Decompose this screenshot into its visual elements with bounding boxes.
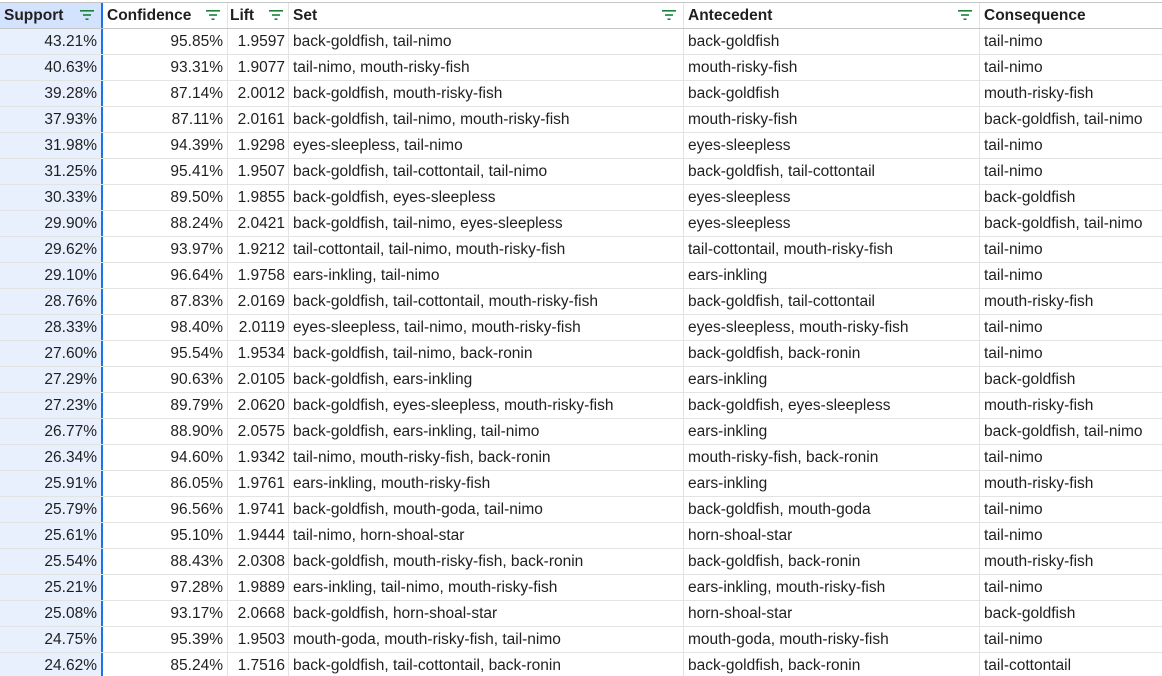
- confidence-cell[interactable]: 88.90%: [103, 419, 228, 444]
- table-row: [0, 211, 1162, 237]
- confidence-cell[interactable]: 95.39%: [103, 627, 228, 652]
- antecedent-cell[interactable]: mouth-risky-fish: [684, 55, 980, 80]
- filter-icon-glyph: [79, 7, 95, 23]
- filter-icon[interactable]: [268, 7, 284, 23]
- set-cell[interactable]: ears-inkling, tail-nimo, mouth-risky-fish: [289, 575, 684, 600]
- lift-cell[interactable]: 1.9444: [228, 523, 289, 548]
- consequence-cell[interactable]: back-goldfish, tail-nimo: [984, 111, 1143, 128]
- consequence-cell[interactable]: tail-cottontail: [984, 657, 1072, 674]
- lift-cell[interactable]: 1.7516: [228, 653, 289, 676]
- lift-cell[interactable]: 1.9534: [228, 341, 289, 366]
- consequence-cell[interactable]: tail-nimo: [984, 163, 1043, 180]
- consequence-cell[interactable]: back-goldfish: [984, 189, 1076, 206]
- consequence-cell[interactable]: tail-nimo: [984, 33, 1043, 50]
- antecedent-cell[interactable]: ears-inkling: [684, 367, 980, 392]
- antecedent-cell[interactable]: back-goldfish, back-ronin: [684, 549, 980, 574]
- table-row: [0, 367, 1162, 393]
- support-cell[interactable]: 27.60%: [0, 341, 103, 366]
- antecedent-cell[interactable]: back-goldfish: [684, 29, 980, 54]
- antecedent-cell[interactable]: back-goldfish, back-ronin: [684, 341, 980, 366]
- antecedent-cell[interactable]: ears-inkling: [684, 263, 980, 288]
- header-confidence[interactable]: [103, 3, 228, 28]
- confidence-cell[interactable]: 93.97%: [103, 237, 228, 262]
- antecedent-cell[interactable]: horn-shoal-star: [684, 523, 980, 548]
- support-cell[interactable]: 25.91%: [0, 471, 103, 496]
- confidence-cell[interactable]: 97.28%: [103, 575, 228, 600]
- table-row: [0, 185, 1162, 211]
- confidence-cell[interactable]: 87.83%: [103, 289, 228, 314]
- lift-cell[interactable]: 2.0668: [228, 601, 289, 626]
- consequence-cell[interactable]: tail-nimo: [984, 631, 1043, 648]
- header-lift[interactable]: [228, 3, 289, 28]
- antecedent-cell[interactable]: back-goldfish, tail-cottontail: [684, 159, 980, 184]
- set-cell[interactable]: back-goldfish, ears-inkling, tail-nimo: [289, 419, 684, 444]
- filter-icon[interactable]: [79, 7, 95, 23]
- lift-cell[interactable]: 1.9741: [228, 497, 289, 522]
- filter-icon-glyph: [661, 7, 677, 23]
- consequence-cell[interactable]: tail-nimo: [984, 319, 1043, 336]
- set-cell[interactable]: back-goldfish, tail-nimo, back-ronin: [289, 341, 684, 366]
- support-cell[interactable]: 25.79%: [0, 497, 103, 522]
- set-cell[interactable]: tail-cottontail, tail-nimo, mouth-risky-fish: [289, 237, 684, 262]
- confidence-cell[interactable]: 95.54%: [103, 341, 228, 366]
- support-cell[interactable]: 37.93%: [0, 107, 103, 132]
- lift-cell[interactable]: 1.9503: [228, 627, 289, 652]
- confidence-cell[interactable]: 96.56%: [103, 497, 228, 522]
- table-row: [0, 107, 1162, 133]
- confidence-cell[interactable]: 93.31%: [103, 55, 228, 80]
- table-row: [0, 523, 1162, 549]
- support-cell[interactable]: 28.33%: [0, 315, 103, 340]
- table-row: [0, 263, 1162, 289]
- filter-icon[interactable]: [661, 7, 677, 23]
- support-cell[interactable]: 31.98%: [0, 133, 103, 158]
- lift-cell[interactable]: 1.9342: [228, 445, 289, 470]
- support-cell[interactable]: 25.54%: [0, 549, 103, 574]
- consequence-cell[interactable]: mouth-risky-fish: [984, 553, 1094, 570]
- table-row: [0, 237, 1162, 263]
- table-row: [0, 341, 1162, 367]
- support-cell[interactable]: 25.61%: [0, 523, 103, 548]
- filter-icon-glyph: [205, 7, 221, 23]
- lift-cell[interactable]: 1.9761: [228, 471, 289, 496]
- support-cell[interactable]: 26.77%: [0, 419, 103, 444]
- table-row: [0, 497, 1162, 523]
- antecedent-cell[interactable]: ears-inkling: [684, 419, 980, 444]
- antecedent-cell[interactable]: back-goldfish, eyes-sleepless: [684, 393, 980, 418]
- antecedent-cell[interactable]: eyes-sleepless: [684, 211, 980, 236]
- support-cell[interactable]: 24.75%: [0, 627, 103, 652]
- set-cell[interactable]: back-goldfish, tail-cottontail, back-ronin: [289, 653, 684, 676]
- table-row: [0, 471, 1162, 497]
- set-cell[interactable]: mouth-goda, mouth-risky-fish, tail-nimo: [289, 627, 684, 652]
- confidence-cell[interactable]: 96.64%: [103, 263, 228, 288]
- table-row: [0, 575, 1162, 601]
- header-lift-label: Lift: [230, 7, 255, 24]
- table-row: [0, 81, 1162, 107]
- table-row: [0, 627, 1162, 653]
- confidence-cell[interactable]: 94.39%: [103, 133, 228, 158]
- antecedent-cell[interactable]: eyes-sleepless: [684, 133, 980, 158]
- set-cell[interactable]: back-goldfish, mouth-risky-fish: [289, 81, 684, 106]
- support-cell[interactable]: 28.76%: [0, 289, 103, 314]
- set-cell[interactable]: back-goldfish, horn-shoal-star: [289, 601, 684, 626]
- header-consequence-label: Consequence: [984, 7, 1086, 24]
- antecedent-cell[interactable]: ears-inkling: [684, 471, 980, 496]
- set-cell[interactable]: eyes-sleepless, tail-nimo: [289, 133, 684, 158]
- filter-icon[interactable]: [205, 7, 221, 23]
- consequence-cell[interactable]: tail-nimo: [984, 449, 1043, 466]
- table-row: [0, 601, 1162, 627]
- set-cell[interactable]: back-goldfish, ears-inkling: [289, 367, 684, 392]
- antecedent-cell[interactable]: back-goldfish, back-ronin: [684, 653, 980, 676]
- table-row: [0, 289, 1162, 315]
- table-row: [0, 159, 1162, 185]
- support-cell[interactable]: 25.08%: [0, 601, 103, 626]
- set-cell[interactable]: back-goldfish, tail-nimo, mouth-risky-fish: [289, 107, 684, 132]
- table-row: [0, 549, 1162, 575]
- antecedent-cell[interactable]: mouth-goda, mouth-risky-fish: [684, 627, 980, 652]
- confidence-cell[interactable]: 89.79%: [103, 393, 228, 418]
- lift-cell[interactable]: 1.9507: [228, 159, 289, 184]
- confidence-cell[interactable]: 95.10%: [103, 523, 228, 548]
- header-support-label: Support: [4, 7, 64, 24]
- support-cell[interactable]: 40.63%: [0, 55, 103, 80]
- support-cell[interactable]: 31.25%: [0, 159, 103, 184]
- lift-cell[interactable]: 1.9758: [228, 263, 289, 288]
- support-cell[interactable]: 43.21%: [0, 29, 103, 54]
- set-cell[interactable]: back-goldfish, eyes-sleepless, mouth-risky-fish: [289, 393, 684, 418]
- consequence-cell[interactable]: tail-nimo: [984, 59, 1043, 76]
- lift-cell[interactable]: 2.0620: [228, 393, 289, 418]
- set-cell[interactable]: tail-nimo, mouth-risky-fish: [289, 55, 684, 80]
- lift-cell[interactable]: 1.9077: [228, 55, 289, 80]
- antecedent-cell[interactable]: back-goldfish, mouth-goda: [684, 497, 980, 522]
- support-cell[interactable]: 29.90%: [0, 211, 103, 236]
- lift-cell[interactable]: 2.0421: [228, 211, 289, 236]
- lift-cell[interactable]: 2.0169: [228, 289, 289, 314]
- support-cell[interactable]: 25.21%: [0, 575, 103, 600]
- set-cell[interactable]: tail-nimo, horn-shoal-star: [289, 523, 684, 548]
- consequence-cell[interactable]: back-goldfish: [984, 605, 1076, 622]
- table-row: [0, 419, 1162, 445]
- header-consequence[interactable]: [980, 3, 1162, 28]
- support-cell[interactable]: 26.34%: [0, 445, 103, 470]
- confidence-cell[interactable]: 86.05%: [103, 471, 228, 496]
- lift-cell[interactable]: 1.9889: [228, 575, 289, 600]
- set-cell[interactable]: back-goldfish, mouth-goda, tail-nimo: [289, 497, 684, 522]
- lift-cell[interactable]: 1.9855: [228, 185, 289, 210]
- header-antecedent-label: Antecedent: [688, 7, 773, 24]
- lift-cell[interactable]: 1.9212: [228, 237, 289, 262]
- header-support[interactable]: [0, 3, 103, 28]
- support-cell[interactable]: 29.62%: [0, 237, 103, 262]
- set-cell[interactable]: back-goldfish, tail-nimo, eyes-sleepless: [289, 211, 684, 236]
- confidence-cell[interactable]: 88.24%: [103, 211, 228, 236]
- table-row: [0, 653, 1162, 676]
- lift-cell[interactable]: 1.9597: [228, 29, 289, 54]
- header-set-label: Set: [293, 7, 318, 24]
- confidence-cell[interactable]: 94.60%: [103, 445, 228, 470]
- lift-cell[interactable]: 2.0575: [228, 419, 289, 444]
- lift-cell[interactable]: 2.0012: [228, 81, 289, 106]
- consequence-cell[interactable]: tail-nimo: [984, 241, 1043, 258]
- header-confidence-label: Confidence: [107, 7, 192, 24]
- antecedent-cell[interactable]: tail-cottontail, mouth-risky-fish: [684, 237, 980, 262]
- consequence-cell[interactable]: tail-nimo: [984, 267, 1043, 284]
- consequence-cell[interactable]: back-goldfish: [984, 371, 1076, 388]
- consequence-cell[interactable]: tail-nimo: [984, 137, 1043, 154]
- set-cell[interactable]: back-goldfish, tail-cottontail, tail-nimo: [289, 159, 684, 184]
- antecedent-cell[interactable]: mouth-risky-fish: [684, 107, 980, 132]
- filter-icon-glyph: [268, 7, 284, 23]
- set-cell[interactable]: ears-inkling, mouth-risky-fish: [289, 471, 684, 496]
- set-cell[interactable]: eyes-sleepless, tail-nimo, mouth-risky-fish: [289, 315, 684, 340]
- table-row: [0, 393, 1162, 419]
- set-cell[interactable]: back-goldfish, tail-cottontail, mouth-risky-fish: [289, 289, 684, 314]
- antecedent-cell[interactable]: horn-shoal-star: [684, 601, 980, 626]
- lift-cell[interactable]: 2.0105: [228, 367, 289, 392]
- support-cell[interactable]: 29.10%: [0, 263, 103, 288]
- confidence-cell[interactable]: 93.17%: [103, 601, 228, 626]
- consequence-cell[interactable]: tail-nimo: [984, 527, 1043, 544]
- lift-cell[interactable]: 2.0161: [228, 107, 289, 132]
- set-cell[interactable]: back-goldfish, eyes-sleepless: [289, 185, 684, 210]
- set-cell[interactable]: back-goldfish, tail-nimo: [289, 29, 684, 54]
- antecedent-cell[interactable]: eyes-sleepless, mouth-risky-fish: [684, 315, 980, 340]
- lift-cell[interactable]: 2.0119: [228, 315, 289, 340]
- table-row: [0, 445, 1162, 471]
- table-row: [0, 55, 1162, 81]
- antecedent-cell[interactable]: back-goldfish, tail-cottontail: [684, 289, 980, 314]
- confidence-cell[interactable]: 95.41%: [103, 159, 228, 184]
- confidence-cell[interactable]: 88.43%: [103, 549, 228, 574]
- support-cell[interactable]: 27.29%: [0, 367, 103, 392]
- confidence-cell[interactable]: 98.40%: [103, 315, 228, 340]
- support-cell[interactable]: 27.23%: [0, 393, 103, 418]
- filter-icon[interactable]: [957, 7, 973, 23]
- confidence-cell[interactable]: 90.63%: [103, 367, 228, 392]
- confidence-cell[interactable]: 89.50%: [103, 185, 228, 210]
- antecedent-cell[interactable]: mouth-risky-fish, back-ronin: [684, 445, 980, 470]
- consequence-cell[interactable]: tail-nimo: [984, 345, 1043, 362]
- header-antecedent[interactable]: [684, 3, 980, 28]
- support-cell[interactable]: 39.28%: [0, 81, 103, 106]
- filter-icon-glyph: [957, 7, 973, 23]
- lift-cell[interactable]: 1.9298: [228, 133, 289, 158]
- confidence-cell[interactable]: 85.24%: [103, 653, 228, 676]
- confidence-cell[interactable]: 95.85%: [103, 29, 228, 54]
- consequence-cell[interactable]: mouth-risky-fish: [984, 475, 1094, 492]
- table-row: [0, 133, 1162, 159]
- consequence-cell[interactable]: mouth-risky-fish: [984, 85, 1094, 102]
- set-cell[interactable]: back-goldfish, mouth-risky-fish, back-ronin: [289, 549, 684, 574]
- antecedent-cell[interactable]: eyes-sleepless: [684, 185, 980, 210]
- consequence-cell[interactable]: mouth-risky-fish: [984, 293, 1094, 310]
- header-set[interactable]: [289, 3, 684, 28]
- antecedent-cell[interactable]: ears-inkling, mouth-risky-fish: [684, 575, 980, 600]
- consequence-cell[interactable]: tail-nimo: [984, 501, 1043, 518]
- set-cell[interactable]: ears-inkling, tail-nimo: [289, 263, 684, 288]
- consequence-cell[interactable]: mouth-risky-fish: [984, 397, 1094, 414]
- confidence-cell[interactable]: 87.14%: [103, 81, 228, 106]
- table-row: [0, 29, 1162, 55]
- support-cell[interactable]: 30.33%: [0, 185, 103, 210]
- antecedent-cell[interactable]: back-goldfish: [684, 81, 980, 106]
- consequence-cell[interactable]: tail-nimo: [984, 579, 1043, 596]
- support-cell[interactable]: 24.62%: [0, 653, 103, 676]
- confidence-cell[interactable]: 87.11%: [103, 107, 228, 132]
- set-cell[interactable]: tail-nimo, mouth-risky-fish, back-ronin: [289, 445, 684, 470]
- header-row: [0, 3, 1162, 29]
- table-row: [0, 315, 1162, 341]
- consequence-cell[interactable]: back-goldfish, tail-nimo: [984, 423, 1143, 440]
- consequence-cell[interactable]: back-goldfish, tail-nimo: [984, 215, 1143, 232]
- lift-cell[interactable]: 2.0308: [228, 549, 289, 574]
